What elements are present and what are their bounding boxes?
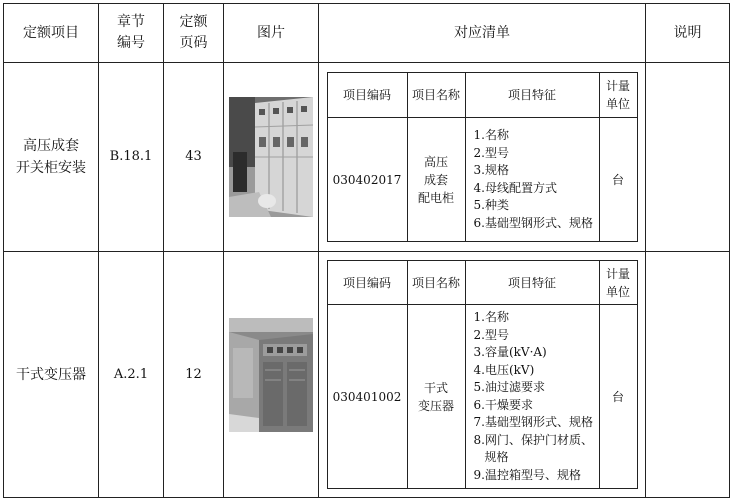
list-features-cell (465, 305, 599, 489)
subheader-features: 项目特征 (465, 73, 599, 118)
quota-item-cell (4, 63, 99, 252)
feature-item: 5.种类 (473, 198, 509, 212)
header-chapter-number (99, 4, 164, 63)
subtable-row (327, 118, 637, 242)
subheader-name: 项目名称 (407, 73, 465, 118)
list-name-cell (407, 305, 465, 489)
subtable-header-row (327, 261, 637, 305)
quota-page-cell: 43 (164, 63, 224, 252)
list-name-line3: 配电柜 (417, 190, 454, 205)
quota-item-line1: 高压成套 (23, 138, 79, 154)
chapter-number-cell: B.18.1 (99, 63, 164, 252)
header-page-line1: 定额 (179, 14, 208, 30)
header-chapter-line2: 编号 (117, 35, 145, 51)
feature-item: 3.容量(kV·A) (473, 345, 547, 359)
header-remarks: 说明 (646, 4, 730, 63)
list-name-cell (407, 118, 465, 242)
list-name-line2: 成套 (423, 172, 448, 187)
feature-item: 7.基础型钢形式、规格 (473, 415, 593, 429)
list-features-cell (465, 118, 599, 242)
subheader-unit (599, 73, 637, 118)
header-quota-page (164, 4, 224, 63)
subheader-features: 项目特征 (465, 261, 599, 305)
list-unit-cell: 台 (599, 118, 637, 242)
list-name-line2: 变压器 (417, 398, 454, 413)
feature-item: 4.电压(kV) (473, 362, 535, 377)
subheader-name: 项目名称 (407, 261, 465, 305)
list-unit-cell: 台 (599, 305, 637, 489)
remarks-cell (646, 63, 730, 252)
dry-type-transformer-photo (229, 318, 313, 432)
table-row (4, 63, 730, 252)
quota-page-cell: 12 (164, 252, 224, 498)
header-picture: 图片 (224, 4, 319, 63)
feature-item: 4.母线配置方式 (473, 180, 557, 195)
feature-item: 1.名称 (473, 310, 509, 324)
quota-table-page (3, 3, 729, 498)
header-quota-item: 定额项目 (4, 4, 99, 63)
subheader-unit-line1: 计量 (605, 266, 630, 281)
list-subtable (327, 260, 638, 489)
list-name-line1: 干式 (423, 380, 448, 395)
feature-item: 2.型号 (473, 327, 509, 342)
list-code-cell: 030402017 (327, 118, 407, 242)
corresponding-list-cell (319, 252, 646, 498)
subtable-row (327, 305, 637, 489)
feature-item: 9.温控箱型号、规格 (473, 467, 581, 482)
feature-item: 3.规格 (473, 163, 509, 177)
header-page-line2: 页码 (179, 35, 208, 51)
picture-cell (224, 63, 319, 252)
subheader-code: 项目编码 (327, 261, 407, 305)
subheader-unit (599, 261, 637, 305)
header-row (4, 4, 730, 63)
list-subtable (327, 72, 638, 242)
feature-item: 5.油过滤要求 (473, 380, 545, 394)
corresponding-list-cell (319, 63, 646, 252)
header-corresponding-list: 对应清单 (319, 4, 646, 63)
feature-item-continuation: 规格 (484, 450, 509, 464)
feature-item: 6.干燥要求 (473, 397, 533, 412)
feature-item: 1.名称 (473, 128, 509, 142)
list-name-line1: 高压 (423, 154, 448, 169)
subheader-unit-line1: 计量 (605, 79, 630, 93)
subheader-unit-line2: 单位 (605, 284, 630, 299)
feature-item: 6.基础型钢形式、规格 (473, 215, 593, 230)
header-chapter-line1: 章节 (117, 14, 145, 30)
feature-item: 8.网门、保护门材质、 (473, 432, 593, 447)
table-row (4, 252, 730, 498)
subheader-unit-line2: 单位 (605, 97, 630, 111)
feature-item: 2.型号 (473, 145, 509, 160)
remarks-cell (646, 252, 730, 498)
quota-item-line2: 开关柜安装 (16, 160, 86, 176)
list-code-cell: 030401002 (327, 305, 407, 489)
switchgear-cabinet-photo (229, 97, 313, 217)
quota-item-cell: 干式变压器 (4, 252, 99, 498)
picture-cell (224, 252, 319, 498)
subtable-header-row (327, 73, 637, 118)
subheader-code: 项目编码 (327, 73, 407, 118)
chapter-number-cell: A.2.1 (99, 252, 164, 498)
quota-table (3, 3, 730, 498)
